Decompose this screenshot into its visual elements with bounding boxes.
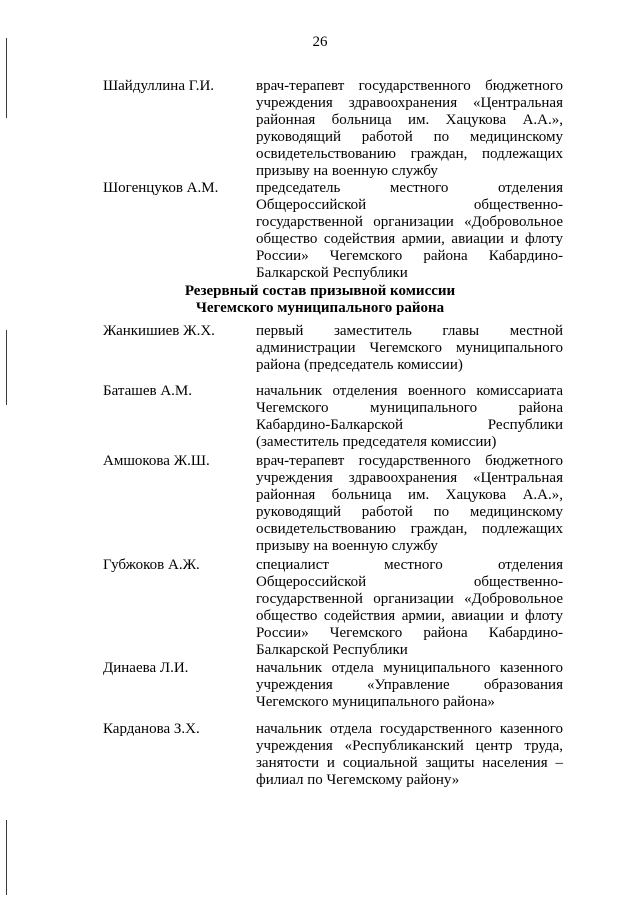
member-role: начальник отдела муниципального казенного учреждения «Управление образования Чегемского муниципального района»: [256, 660, 563, 710]
member-name: Амшокова Ж.Ш.: [103, 453, 210, 469]
member-name: Динаева Л.И.: [103, 660, 189, 676]
scan-edge-line-middle: [6, 330, 7, 405]
member-name: Шайдуллина Г.И.: [103, 78, 215, 94]
member-name: Шогенцуков А.М.: [103, 180, 219, 196]
member-role: начальник отдела государственного казенного учреждения «Республиканский центр труда, занятости и социальной защиты населения – филиал по Чегемскому району»: [256, 721, 563, 788]
member-name: Карданова З.Х.: [103, 721, 200, 737]
member-role: начальник отделения военного комиссариата Чегемского муниципального района Кабардино-Балкарской Республики (заместитель председателя комиссии): [256, 383, 563, 450]
section-heading-line: Резервный состав призывной комиссии: [184, 283, 456, 299]
member-role: первый заместитель главы местной администрации Чегемского муниципального района (председатель комиссии): [256, 323, 563, 373]
page-number: 26: [312, 34, 328, 50]
member-name: Жанкишиев Ж.Х.: [103, 323, 215, 339]
member-name: Губжоков А.Ж.: [103, 557, 200, 573]
section-heading-line: Чегемского муниципального района: [195, 300, 445, 316]
member-role: врач-терапевт государственного бюджетного учреждения здравоохранения «Центральная районная больница им. Хацукова А.А.», руководящий работой по медицинскому освидетельствованию граждан, подлежащих призыву на военную службу: [256, 453, 563, 554]
member-name: Баташев А.М.: [103, 383, 192, 399]
member-role: председатель местного отделения Общероссийской общественно-государственной организации «Добровольное общество содействия армии, авиации и флоту России» Чегемского района Кабардино-Балкарской Республики: [256, 180, 563, 281]
member-role: врач-терапевт государственного бюджетного учреждения здравоохранения «Центральная районная больница им. Хацукова А.А.», руководящий работой по медицинскому освидетельствованию граждан, подлежащих призыву на военную службу: [256, 78, 563, 179]
member-role: специалист местного отделения Общероссийской общественно-государственной организации «Добровольное общество содействия армии, авиации и флоту России» Чегемского района Кабардино-Балкарской Республики: [256, 557, 563, 658]
scan-edge-line-bottom: [6, 820, 7, 895]
section-heading: [0, 283, 640, 317]
